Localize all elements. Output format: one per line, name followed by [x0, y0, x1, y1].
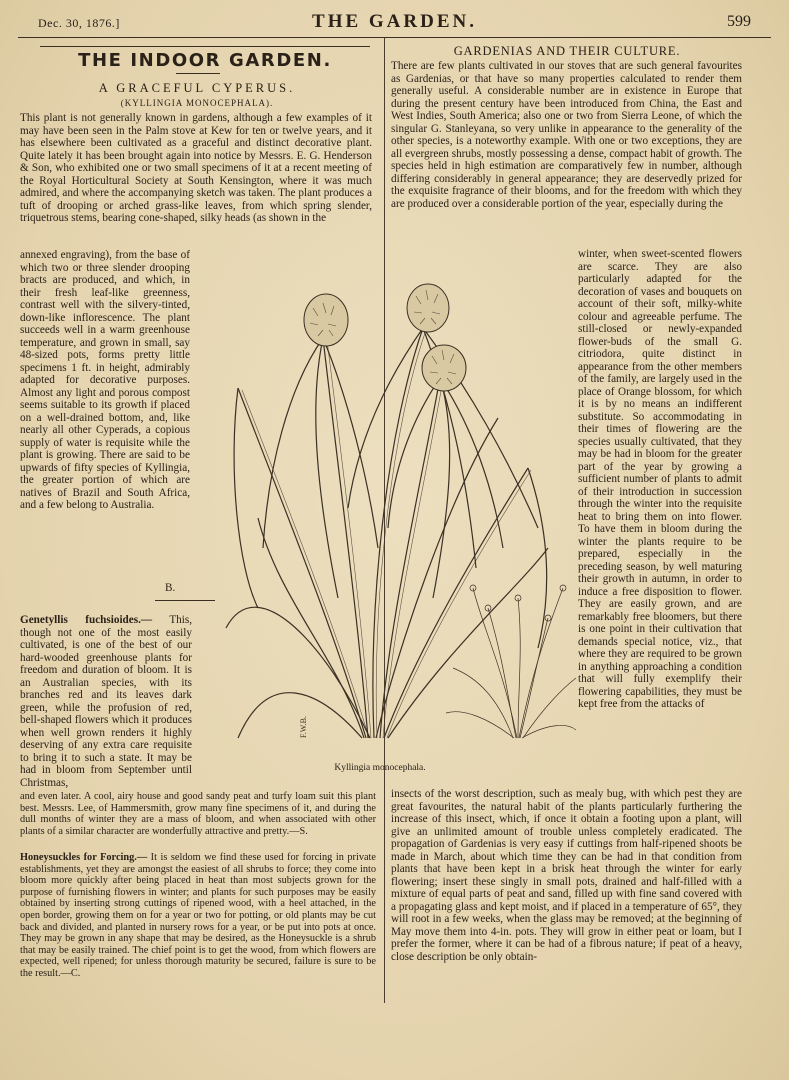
- article-title-gardenias: GARDENIAS AND THEIR CULTURE.: [453, 44, 681, 58]
- figure-caption: Kyllingia monocephala.: [334, 763, 426, 773]
- flower-heads: [304, 284, 466, 391]
- gardenias-paragraph-bottom: insects of the worst description, such as mealy bug, with which pest they are great favourites, the natural habit of the plants particularly furthering the increase of this insect, which, if once it obtain a footing upon a plant, will give an unlimited amount of trouble unless completely eradicated. The propagation of Gardenias is very easy if cuttings from half-ripened shoots be made in March, about which time they can be had in that condition from plants that have been kept in a brisk heat through the winter for early flowering; insert these singly in small pots, drained and half-filled with a mixture of equal parts of peat and sand, filled up with fine sand covered with a propagating glass and kept moist, and if placed in a temperature of 65°, they will root in a few weeks, when the glass may be removed; at the beginning of May move them into 4-in. pots. They will grow in either peat or loam, but I prefer the former, where it can be had of a fibrous nature; if peat of a heavy, close description be only obtain-: [391, 788, 742, 963]
- genetyllis-paragraph-wide: and even later. A cool, airy house and good sandy peat and turfy loam suit this plant best. Messrs. Lee, of Hammersmith, grow many fine specimens of it, and during the dull months of winter they are a mass of bloom, and when associated with other plants of a similar character are wonderfully attractive and pretty.—S.: [20, 791, 376, 837]
- signature-b: B.: [165, 582, 176, 594]
- kyllingia-engraving: [218, 268, 578, 758]
- journal-title: THE GARDEN.: [312, 11, 477, 32]
- section-title: THE INDOOR GARDEN.: [40, 46, 370, 71]
- gardenias-paragraph-narrow: winter, when sweet-scented flowers are scarce. They are also particularly adapted for the decoration of vases and bouquets on account of their soft, milky-white colour and agreeable perfume. The still-closed or newly-expanded flower-buds of the small G. citriodora, quite distinct in appearance from the other members of the family, are largely used in the place of Orange blossom, for which it is by no means an indifferent substitute. So accommodating in their times of flowering are the species usually cultivated, that they may be had in bloom for the greater part of the year by growing a sufficient number of plants to admit of their introduction in succession through the winter into the requisite heat to bring them on into flower. To have them in bloom during the winter the plants require to be prepared, especially in the preceding season, by well maturing their growth in autumn, in order to induce a free disposition to flower. They are easily grown, and are remarkably free bloomers, but there is one point in their cultivation that demands special notice, viz., that where they are required to be grown in anything approaching a condition that will fully exemplify their flowering capabilities, they must be kept free from the attacks of: [578, 248, 742, 710]
- honeysuckle-paragraph: [20, 852, 376, 1004]
- small-tuft: [446, 585, 576, 738]
- honeysuckle-text: It is seldom we find these used for forcing in private establishments, yet they are amongst the easiest of all shrubs to force; they come into bloom more quickly after being placed in heat than most subjects grown for the purpose of furnishing flowers in winter; and plants for such purposes may be easily obtained by inserting strong cuttings of ripened wood, with a heel attached, in the open border, growing them on for a year or two for potting, or old plants may be cut back and divided, and planted in nursery rows for a year, or be put into pots at once. They may be grown in any shape that may be desired, as the Honeysuckle is a shrub that may be easily trained. The chief point is to get the wood, from which flowers are expected, well ripened; for unless thorough maturity be secured, failure is sure to be the result.—C.: [20, 852, 376, 979]
- genetyllis-text: This, though not one of the most easily cultivated, is one of the best of our hard-wooded greenhouse plants for freedom and duration of bloom. It is an Australian species, with its branches red and its leaves dark green, while the profusion of red, bell-shaped flowers which it produces when well grown renders it highly deserving of any extra care requisite to bring it to such a state. It may be had in bloom from September until Christmas,: [20, 614, 192, 789]
- separator-rule: [155, 600, 215, 601]
- article-subtitle-cyperus: (KYLLINGIA MONOCEPHALA).: [120, 98, 274, 108]
- gardenias-paragraph-wide: There are few plants cultivated in our stoves that are such general favourites as Gardenias, or that have so many properties calculated to render them generally useful. A considerable number are in existence in Europe that during the present century have been introduced from China, the East and West Indies, South America; also one or two from Sierra Leone, of which the singular G. Stanleyana, so very unlike in appearance to the generality of the other species, is a noteworthy example. With one or two exceptions, they are all evergreen shrubs, mostly possessing a dense, compact habit of growth. The species held in high estimation are comparatively few in number, although differing considerably in general appearance; they are deservedly prized for the exquisite fragrance of their blooms, and for the freedom with which they are produced over a considerable portion of the year, especially during the: [391, 60, 742, 210]
- genetyllis-paragraph: [20, 614, 192, 820]
- leaf-blades: [226, 328, 548, 738]
- cyperus-paragraph-wide: This plant is not generally known in gardens, although a few examples of it may have been seen in the Palm stove at Kew for ten or twelve years, and it has elsewhere been cultivated as a graceful and distinct decorative plant. Quite lately it has been brought again into notice by Messrs. E. G. Henderson & Son, who exhibited one or two small specimens of it at a recent meeting of the Royal Horticultural Society at South Kensington, where it was much admired, and where the accompanying sketch was taken. The plant produces a tuft of drooping or arched grass-like leaves, from which spring slender, triquetrous stems, bearing cone-shaped, silky heads (as shown in the: [20, 112, 372, 224]
- issue-date: Dec. 30, 1876.]: [38, 16, 120, 30]
- genetyllis-heading: Genetyllis fuchsioides.—: [20, 614, 153, 626]
- title-underline: [176, 73, 220, 74]
- cyperus-paragraph-narrow: annexed engraving), from the base of which two or three slender drooping bracts are produced, and which, in their fresh leaf-like greenness, contrast well with the silvery-tinted, down-like inflorescence. The plant succeeds well in a warm greenhouse temperature, and grown in small, say 48-sized pots, forms pretty little specimens 1 ft. in height, admirably adapted for decorative purposes. Almost any light and porous compost seems suitable to its growth if placed on a well-drained bottom, and, like nearly all other Cyperads, a copious supply of water is requisite while the plant is growing. There are said to be upwards of fifty species of Kyllingia, the greater portion of which are natives of Brazil and South Africa, and a few belong to Australia.: [20, 249, 190, 511]
- running-header: [18, 8, 771, 38]
- honeysuckle-heading: Honeysuckles for Forcing.—: [20, 852, 148, 863]
- page-number: 599: [727, 13, 751, 30]
- article-title-cyperus: A GRACEFUL CYPERUS.: [98, 81, 296, 95]
- engraver-mark: F.W.B.: [299, 716, 308, 738]
